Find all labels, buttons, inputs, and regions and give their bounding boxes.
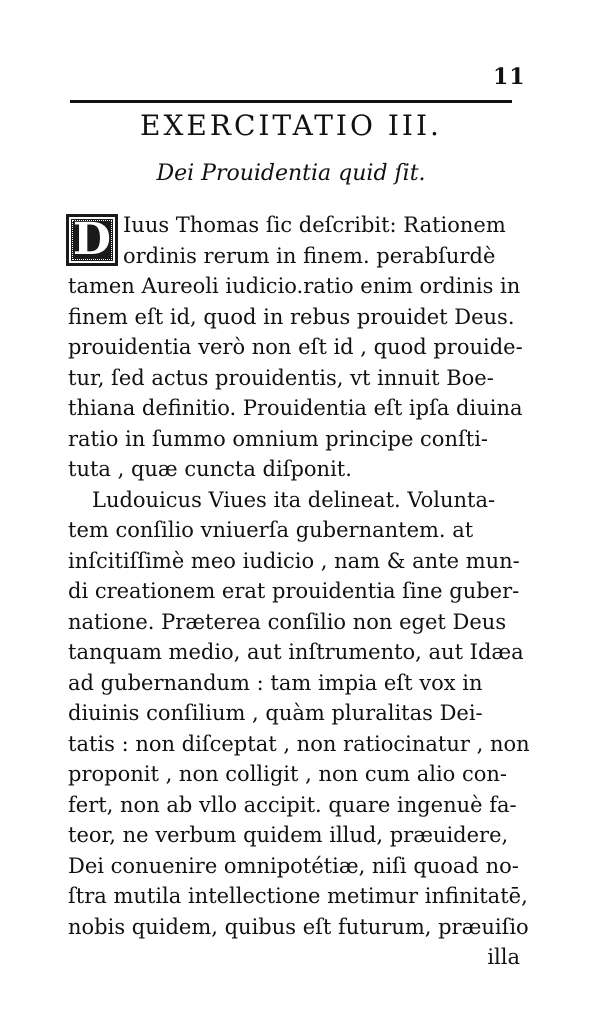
text-line: nobis quidem, quibus eſt futurum, præuiſio [68,914,529,939]
text-line: tem conſilio vniuerſa gubernantem. at [68,518,474,542]
text-line: tamen Aureoli iudicio.ratio enim ordinis in [68,274,521,298]
text-line: fert, non ab vllo accipit. quare ingenuè fa- [68,792,517,817]
text-line: inſcitiſſimè meo iudicio , nam & ante mun- [68,548,520,573]
text-line: tanquam medio, aut inſtrumento, aut Idæa [68,640,524,664]
text-line: Iuus Thomas ſic deſcribit: Rationem [123,213,506,237]
text-line: diuinis conſilium , quàm pluralitas Dei- [68,701,483,725]
text-line: tuta , quæ cuncta diſponit. [68,457,352,481]
header-rule [70,100,512,103]
page-number: 11 [493,64,526,90]
text-line: Dei conuenire omnipotétiæ, niſi quoad no- [68,853,519,878]
text-line: ratio in ſummo omnium principe conſti- [68,426,488,451]
text-line: natione. Præterea conſilio non eget Deus [68,609,507,634]
text-line: thiana definitio. Prouidentia eſt ipſa diuina [68,396,523,420]
text-line: di creationem erat prouidentia ſine guber- [68,579,520,603]
body-text [68,210,528,973]
chapter-title: EXERCITATIO III. [140,109,442,142]
catchword: illa [487,945,520,969]
text-line: prouidentia verò non eſt id , quod prouide- [68,335,523,359]
text-line: tatis : non diſceptat , non ratiocinatur , non [68,731,530,756]
text-line: finem eſt id, quod in rebus prouidet Deus. [68,304,515,329]
text-line: ad gubernandum : tam impia eſt vox in [68,670,483,695]
initial-letter: D [72,214,112,265]
text-line: teor, ne verbum quidem illud, præuidere, [68,823,509,847]
text-line: ordinis rerum in finem. perabſurdè [123,243,496,268]
chapter-subtitle: Dei Prouidentia quid ſit. [156,161,426,186]
text-line: tur, ſed actus prouidentis, vt innuit Boe- [68,365,494,390]
text-line: ſtra mutila intellectione metimur infinitatē, [68,884,528,908]
text-line: Ludouicus Viues ita delineat. Volunta- [92,487,496,512]
text-line: proponit , non colligit , non cum alio con- [68,762,508,786]
